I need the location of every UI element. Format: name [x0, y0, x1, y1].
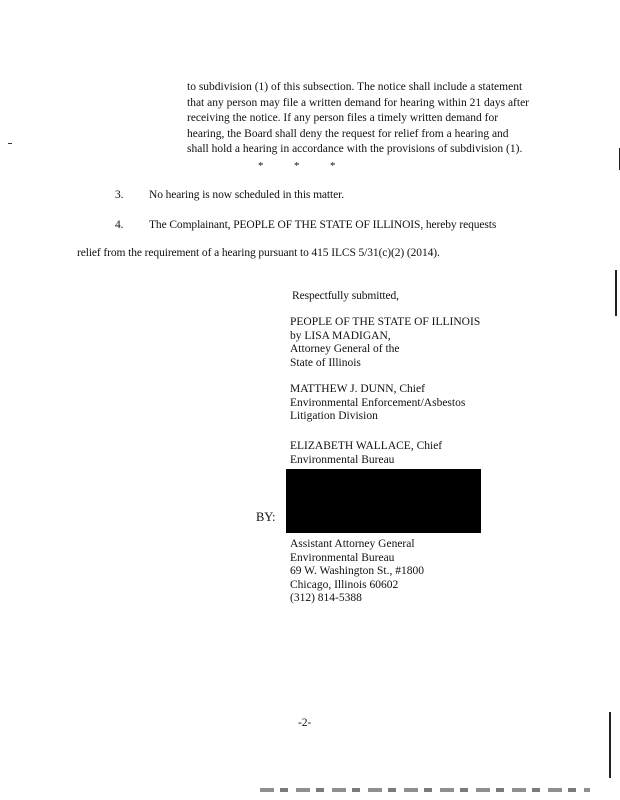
party-line: Attorney General of the — [290, 343, 400, 356]
paragraph-4-number: 4. — [115, 219, 124, 231]
star: * — [258, 160, 264, 172]
attorney-block — [290, 538, 424, 606]
attorney-line: Chicago, Illinois 60602 — [290, 578, 399, 591]
quote-line: that any person may file a written demand for hearing within 21 days after — [187, 96, 530, 109]
chief-block-2 — [290, 440, 442, 467]
scan-mark — [8, 143, 12, 144]
paragraph-4-continuation: relief from the requirement of a hearing pursuant to 415 ILCS 5/31(c)(2) (2014). — [77, 247, 440, 259]
attorney-line: 69 W. Washington St., #1800 — [290, 565, 425, 578]
ellipsis-stars — [0, 160, 620, 174]
quote-line: receiving the notice. If any person files a timely written demand for — [187, 112, 499, 124]
quote-line: hearing, the Board shall deny the request for relief from a hearing and — [187, 127, 509, 140]
chief-line: Environmental Bureau — [290, 453, 395, 466]
star: * — [294, 160, 300, 172]
scan-edge-line — [609, 712, 611, 778]
paragraph-3-text: No hearing is now scheduled in this matter. — [149, 189, 344, 201]
by-label: BY: — [256, 510, 276, 524]
star: * — [330, 160, 336, 172]
party-line: PEOPLE OF THE STATE OF ILLINOIS — [290, 316, 481, 328]
attorney-line: Assistant Attorney General — [290, 538, 415, 550]
chief-line: MATTHEW J. DUNN, Chief — [290, 383, 425, 395]
paragraph-3-number: 3. — [115, 189, 124, 201]
chief-block-1 — [290, 383, 465, 424]
attorney-line: Environmental Bureau — [290, 551, 395, 564]
scan-edge-line — [615, 270, 617, 316]
quote-line: shall hold a hearing in accordance with the provisions of subdivision (1). — [187, 143, 523, 155]
chief-line: Litigation Division — [290, 410, 378, 423]
quote-line: to subdivision (1) of this subsection. The notice shall include a statement — [187, 81, 523, 93]
chief-line: Environmental Enforcement/Asbestos — [290, 396, 466, 409]
page-number: -2- — [298, 717, 312, 729]
closing: Respectfully submitted, — [292, 290, 399, 302]
scan-bottom-artifact — [260, 788, 590, 792]
party-block — [290, 316, 480, 370]
redacted-signature — [286, 469, 481, 533]
party-line: State of Illinois — [290, 356, 361, 369]
chief-line: ELIZABETH WALLACE, Chief — [290, 440, 443, 452]
quoted-statute — [187, 80, 547, 158]
attorney-line: (312) 814-5388 — [290, 592, 362, 605]
paragraph-4-text: The Complainant, PEOPLE OF THE STATE OF ILLINOIS, hereby requests — [149, 219, 497, 231]
party-line: by LISA MADIGAN, — [290, 329, 391, 342]
